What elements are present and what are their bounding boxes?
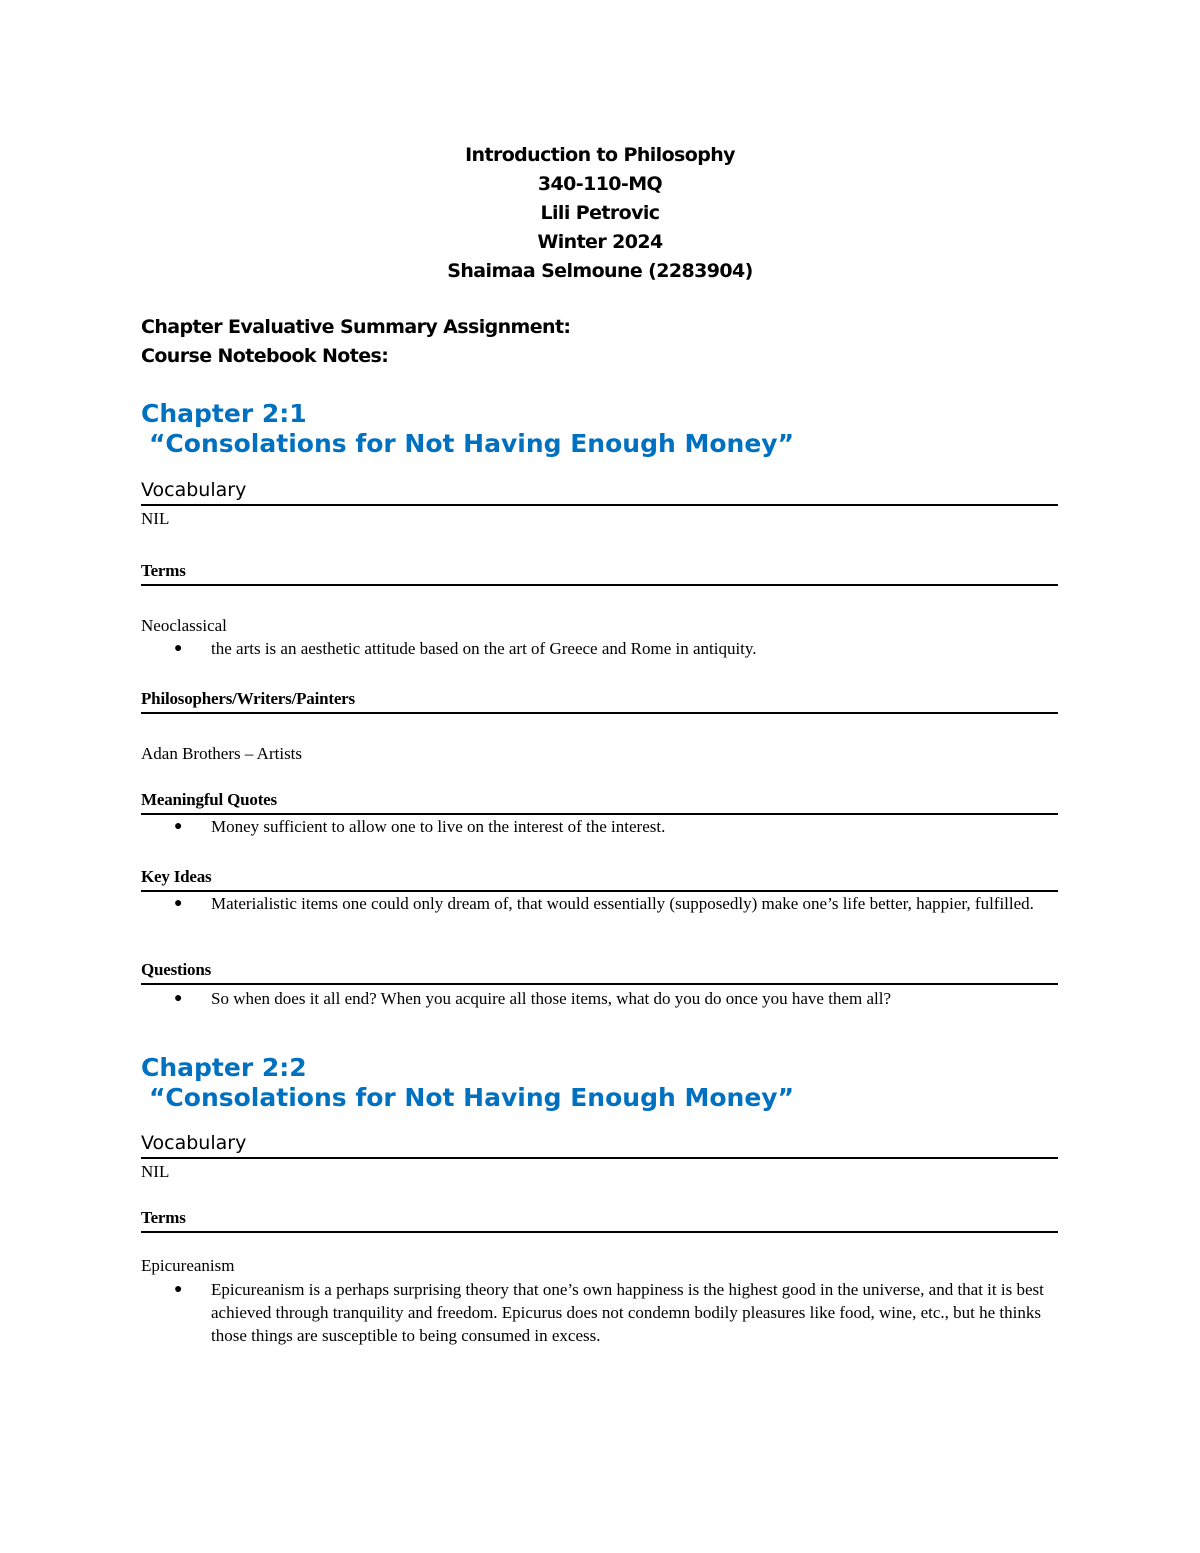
student-name: Shaimaa Selmoune (2283904) — [447, 260, 753, 282]
course-code: 340-110-MQ — [537, 173, 663, 195]
question-text: So when does it all end? When you acquire all those items, what do you do once you have them all? — [211, 989, 891, 1008]
vocabulary-value: NIL — [141, 1162, 170, 1181]
bullet-icon: ● — [174, 819, 183, 834]
philosophers-value: Adan Brothers – Artists — [141, 744, 303, 763]
questions-heading: Questions — [141, 960, 1058, 985]
vocabulary-heading: Vocabulary — [141, 480, 1058, 506]
chapter-number: Chapter 2:2 — [141, 1053, 307, 1082]
quote-text: Money sufficient to allow one to live on the interest of the interest. — [211, 817, 666, 836]
bullet-icon: ● — [174, 1282, 183, 1297]
key-idea-text: Materialistic items one could only dream of, that would essentially (supposedly) make one’s life better, happier, fulfilled. — [211, 894, 1034, 913]
course-name: Introduction to Philosophy — [465, 144, 735, 166]
document-header — [0, 141, 1200, 286]
bullet-icon: ● — [174, 641, 183, 656]
chapter-number: Chapter 2:1 — [141, 399, 307, 428]
vocabulary-value: NIL — [141, 509, 170, 528]
quotes-heading: Meaningful Quotes — [141, 790, 1058, 815]
bullet-icon: ● — [174, 896, 183, 911]
term-name: Epicureanism — [141, 1256, 235, 1275]
philosophers-heading: Philosophers/Writers/Painters — [141, 689, 1058, 714]
chapter-title: “Consolations for Not Having Enough Money” — [149, 429, 794, 458]
term-name: Neoclassical — [141, 616, 227, 635]
terms-heading: Terms — [141, 561, 1058, 586]
bullet-icon: ● — [174, 991, 183, 1006]
term: Winter 2024 — [537, 231, 663, 253]
vocabulary-heading: Vocabulary — [141, 1133, 1058, 1159]
assignment-subtitle: Course Notebook Notes: — [141, 345, 389, 367]
key-ideas-heading: Key Ideas — [141, 867, 1058, 892]
term-definition: Epicureanism is a perhaps surprising theory that one’s own happiness is the highest good in the universe, and that it is best achieved through tranquility and freedom. Epicurus does not condemn bodily pleasures like food, wine, etc., but he thinks those things are susceptible to being consumed in excess. — [211, 1280, 1044, 1345]
term-definition: the arts is an aesthetic attitude based on the art of Greece and Rome in antiquity. — [211, 639, 757, 658]
terms-heading: Terms — [141, 1208, 1058, 1233]
chapter-title: “Consolations for Not Having Enough Money” — [149, 1083, 794, 1112]
assignment-title: Chapter Evaluative Summary Assignment: — [141, 316, 571, 338]
instructor-name: Lili Petrovic — [540, 202, 660, 224]
